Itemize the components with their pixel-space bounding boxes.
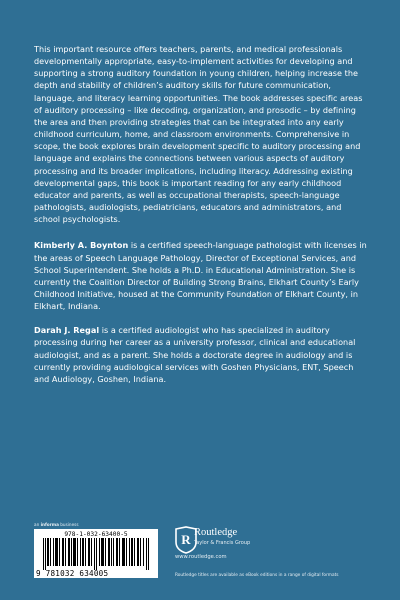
publisher-name: Routledge (194, 527, 238, 538)
author-bio-text-2: is a certified audiologist who has specialized in auditory processing during her career as a university professor, clinical and educational audiologist, and as a parent. She holds a doctorate degree in audiology and is currently providing audiological services with Goshen Physicians, ENT, Speech and Audiology, Goshen, Indiana. (34, 325, 356, 384)
barcode-bars (43, 538, 149, 570)
barcode-digits: 9 781032 634005 (36, 569, 109, 578)
book-description: This important resource offers teachers, parents, and medical professionals developmentally appropriate, easy-to-implement activities for developing and supporting a strong auditory foundation in young children, helping increase the depth and stability of children’s auditory skills for future communication, language, and literacy learning opportunities. The book addresses specific areas of auditory processing – like decoding, organization, and prosodic – by defining the area and then providing strategies that can be integrated into any early childhood curriculum, home, and classroom environments. Comprehensive in scope, the book explores brain development specific to auditory processing and language and explains the connections between various aspects of auditory processing and its broader implications, including literacy. Addressing existing developmental gaps, this book is important reading for any early childhood educator and parents, as well as occupational therapists, speech-language pathologists, audiologists, pediatricians, educators and administrators, and school psychologists. (34, 44, 363, 225)
author-bio-1 (34, 239, 370, 312)
informa-logo-text: informa (40, 522, 59, 527)
author-bio-text-1: is a certified speech-language pathologist with licenses in the areas of Speech Language Pathology, Director of Exceptional Services, and School Superintendent. She holds a Ph.D. in Educational Administration. She is currently the Coalition Director of Building Strong Brains, Elkhart County’s Early Childhood Initiative, housed at the Community Foundation of Elkhart County, in Elkhart, Indiana. (34, 240, 367, 312)
publisher-subtitle: Taylor & Francis Group (194, 540, 251, 546)
isbn-barcode (34, 529, 158, 578)
informa-imprint: an informa business (34, 522, 79, 527)
author-name-2: Darah J. Regal (34, 325, 100, 336)
author-bio-2 (34, 324, 370, 385)
ebook-availability-note: Routledge titles are available as eBook editions in a range of digital formats (175, 573, 339, 578)
isbn-label: 978-1-032-63400-5 (64, 531, 128, 538)
svg-text:R: R (181, 532, 191, 547)
cover-text-block (34, 43, 370, 397)
publisher-url: www.routledge.com (175, 554, 227, 560)
author-name-1: Kimberly A. Boynton (34, 240, 129, 251)
